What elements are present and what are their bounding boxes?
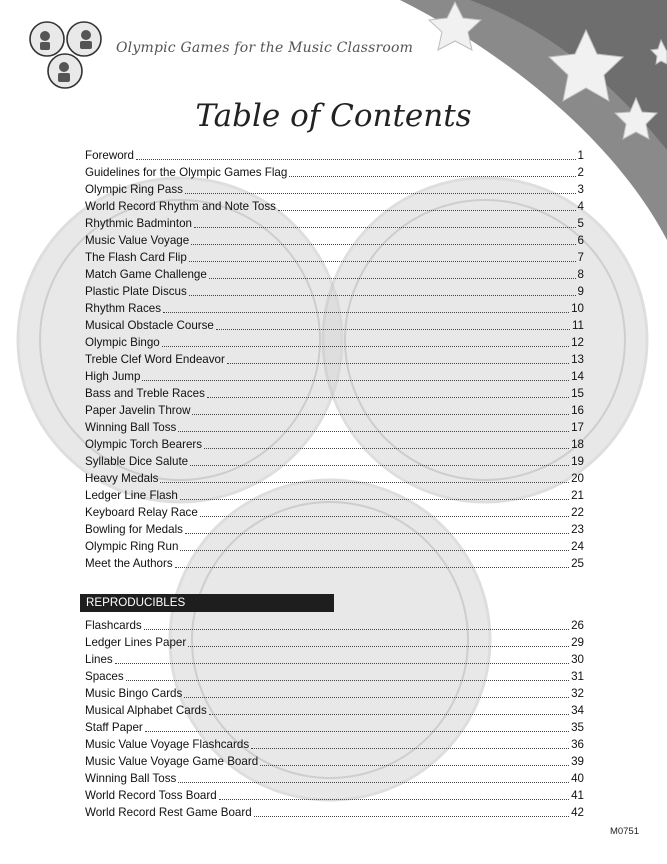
dot-leader: [180, 550, 569, 551]
dot-leader: [251, 748, 569, 749]
toc-entry[interactable]: [85, 650, 584, 667]
dot-leader: [216, 329, 570, 330]
dot-leader: [142, 380, 569, 381]
toc-entry-page: 20: [571, 472, 584, 485]
dot-leader: [209, 278, 576, 279]
toc-entry-title: Winning Ball Toss: [85, 772, 177, 785]
toc-entry-page: 1: [577, 149, 584, 162]
toc-entry-page: 5: [577, 217, 584, 230]
toc-entry[interactable]: [85, 520, 584, 537]
dot-leader: [126, 680, 569, 681]
toc-entry-title: Olympic Bingo: [85, 336, 160, 349]
dot-leader: [192, 414, 569, 415]
toc-entry[interactable]: [85, 316, 584, 333]
toc-entry[interactable]: [85, 214, 584, 231]
toc-entry-page: 26: [571, 619, 584, 632]
series-title: Olympic Games for the Music Classroom: [116, 40, 414, 56]
toc-entry[interactable]: [85, 537, 584, 554]
dot-leader: [219, 799, 569, 800]
toc-entry-page: 35: [571, 721, 584, 734]
toc-entry-title: Music Value Voyage Flashcards: [85, 738, 250, 751]
toc-entry-page: 40: [571, 772, 584, 785]
toc-entry[interactable]: [85, 197, 584, 214]
toc-entry-page: 25: [571, 557, 584, 570]
toc-entry-title: Staff Paper: [85, 721, 143, 734]
toc-entry-title: Rhythm Races: [85, 302, 162, 315]
toc-entry-title: The Flash Card Flip: [85, 251, 187, 264]
product-code: M0751: [609, 826, 639, 837]
dot-leader: [185, 193, 576, 194]
toc-entry[interactable]: [85, 265, 584, 282]
toc-entry-title: Bowling for Medals: [85, 523, 183, 536]
toc-entry-page: 7: [577, 251, 584, 264]
dot-leader: [204, 448, 569, 449]
toc-entry-title: Spaces: [85, 670, 124, 683]
toc-entry[interactable]: [85, 486, 584, 503]
toc-entry-title: Guidelines for the Olympic Games Flag: [85, 166, 288, 179]
dot-leader: [209, 714, 569, 715]
toc-entry[interactable]: [85, 163, 584, 180]
toc-entry[interactable]: [85, 752, 584, 769]
toc-entry[interactable]: [85, 333, 584, 350]
dot-leader: [227, 363, 569, 364]
toc-entry-page: 2: [577, 166, 584, 179]
toc-entry[interactable]: [85, 282, 584, 299]
toc-entry[interactable]: [85, 803, 584, 820]
toc-entry-title: Music Bingo Cards: [85, 687, 183, 700]
toc-entry-title: World Record Rest Game Board: [85, 806, 252, 819]
dot-leader: [188, 646, 569, 647]
toc-entry-title: Olympic Ring Run: [85, 540, 179, 553]
toc-entry-title: Musical Obstacle Course: [85, 319, 214, 332]
toc-entry[interactable]: [85, 718, 584, 735]
toc-entry-page: 31: [571, 670, 584, 683]
toc-entry-page: 22: [571, 506, 584, 519]
toc-entry-title: Ledger Line Flash: [85, 489, 178, 502]
dot-leader: [175, 567, 569, 568]
toc-entry-page: 3: [577, 183, 584, 196]
toc-entry-page: 21: [571, 489, 584, 502]
toc-entry[interactable]: [85, 503, 584, 520]
toc-entry[interactable]: [85, 384, 584, 401]
toc-entry[interactable]: [85, 350, 584, 367]
toc-entry-title: Olympic Ring Pass: [85, 183, 183, 196]
dot-leader: [162, 346, 569, 347]
toc-entry-title: Heavy Medals: [85, 472, 159, 485]
toc-entry-title: World Record Toss Board: [85, 789, 217, 802]
toc-entry[interactable]: [85, 180, 584, 197]
toc-entry-page: 36: [571, 738, 584, 751]
toc-entry-page: 19: [571, 455, 584, 468]
toc-entry-title: Winning Ball Toss: [85, 421, 177, 434]
toc-entry[interactable]: [85, 667, 584, 684]
toc-entry-page: 32: [571, 687, 584, 700]
toc-entry-page: 29: [571, 636, 584, 649]
toc-entry-page: 14: [571, 370, 584, 383]
toc-entry-title: Paper Javelin Throw: [85, 404, 191, 417]
toc-entry-page: 12: [571, 336, 584, 349]
dot-leader: [144, 629, 569, 630]
toc-entry-page: 39: [571, 755, 584, 768]
toc-entry[interactable]: [85, 633, 584, 650]
dot-leader: [163, 312, 569, 313]
dot-leader: [191, 244, 575, 245]
toc-entry-page: 13: [571, 353, 584, 366]
olympic-rings-logo: [26, 16, 112, 94]
toc-entry-title: Music Value Voyage: [85, 234, 190, 247]
toc-entry[interactable]: [85, 786, 584, 803]
toc-entry-page: 23: [571, 523, 584, 536]
toc-entry[interactable]: [85, 735, 584, 752]
section-heading-reproducibles: REPRODUCIBLES: [80, 594, 334, 612]
toc-entry[interactable]: [85, 701, 584, 718]
toc-entry-title: High Jump: [85, 370, 141, 383]
toc-entry-title: Treble Clef Word Endeavor: [85, 353, 225, 366]
toc-entry-page: 4: [577, 200, 584, 213]
toc-entry[interactable]: [85, 231, 584, 248]
toc-entry-page: 8: [577, 268, 584, 281]
toc-entry-page: 15: [571, 387, 584, 400]
toc-entry[interactable]: [85, 248, 584, 265]
dot-leader: [190, 465, 569, 466]
toc-entry-page: 10: [571, 302, 584, 315]
dot-leader: [207, 397, 569, 398]
toc-entry-title: Plastic Plate Discus: [85, 285, 187, 298]
toc-entry[interactable]: [85, 616, 584, 633]
dot-leader: [184, 697, 569, 698]
toc-entry[interactable]: [85, 435, 584, 452]
dot-leader: [178, 782, 569, 783]
dot-leader: [194, 227, 576, 228]
toc-entry-title: Olympic Torch Bearers: [85, 438, 203, 451]
page-title: Table of Contents: [195, 98, 472, 134]
toc-entry[interactable]: [85, 367, 584, 384]
dot-leader: [189, 261, 576, 262]
toc-entry-title: Musical Alphabet Cards: [85, 704, 207, 717]
toc-entry[interactable]: [85, 418, 584, 435]
dot-leader: [115, 663, 569, 664]
dot-leader: [254, 816, 569, 817]
toc-entry-title: Lines: [85, 653, 113, 666]
toc-entry-title: Syllable Dice Salute: [85, 455, 189, 468]
toc-entry-title: Meet the Authors: [85, 557, 173, 570]
toc-entry-page: 17: [571, 421, 584, 434]
dot-leader: [185, 533, 569, 534]
toc-entry-title: Ledger Lines Paper: [85, 636, 187, 649]
toc-entry-title: Match Game Challenge: [85, 268, 207, 281]
toc-entry[interactable]: [85, 401, 584, 418]
dot-leader: [136, 159, 576, 160]
toc-entry-title: Bass and Treble Races: [85, 387, 205, 400]
toc-entry-page: 9: [577, 285, 584, 298]
toc-entry[interactable]: [85, 769, 584, 786]
toc-entry[interactable]: [85, 684, 584, 701]
toc-entry-page: 24: [571, 540, 584, 553]
toc-entry-page: 11: [571, 319, 584, 332]
toc-entry-title: World Record Rhythm and Note Toss: [85, 200, 276, 213]
dot-leader: [178, 431, 569, 432]
dot-leader: [278, 210, 576, 211]
dot-leader: [289, 176, 575, 177]
dot-leader: [160, 482, 569, 483]
reproducibles-list: [85, 616, 584, 820]
dot-leader: [145, 731, 569, 732]
toc-entry-page: 34: [571, 704, 584, 717]
toc-entry[interactable]: [85, 146, 584, 163]
toc-entry-page: 42: [571, 806, 584, 819]
toc-entry-title: Keyboard Relay Race: [85, 506, 198, 519]
dot-leader: [200, 516, 569, 517]
toc-entry[interactable]: [85, 554, 584, 571]
dot-leader: [180, 499, 569, 500]
toc-entry[interactable]: [85, 299, 584, 316]
toc-entry-title: Foreword: [85, 149, 134, 162]
toc-entry-page: 18: [571, 438, 584, 451]
dot-leader: [189, 295, 576, 296]
dot-leader: [260, 765, 569, 766]
toc-entry-page: 16: [571, 404, 584, 417]
toc-entry-title: Music Value Voyage Game Board: [85, 755, 259, 768]
toc-entry-page: 6: [577, 234, 584, 247]
toc-entry-page: 30: [571, 653, 584, 666]
toc-entry-page: 41: [571, 789, 584, 802]
toc-entry-title: Rhythmic Badminton: [85, 217, 192, 230]
toc-list: [85, 146, 584, 571]
toc-entry-title: Flashcards: [85, 619, 142, 632]
toc-entry[interactable]: [85, 452, 584, 469]
toc-entry[interactable]: [85, 469, 584, 486]
